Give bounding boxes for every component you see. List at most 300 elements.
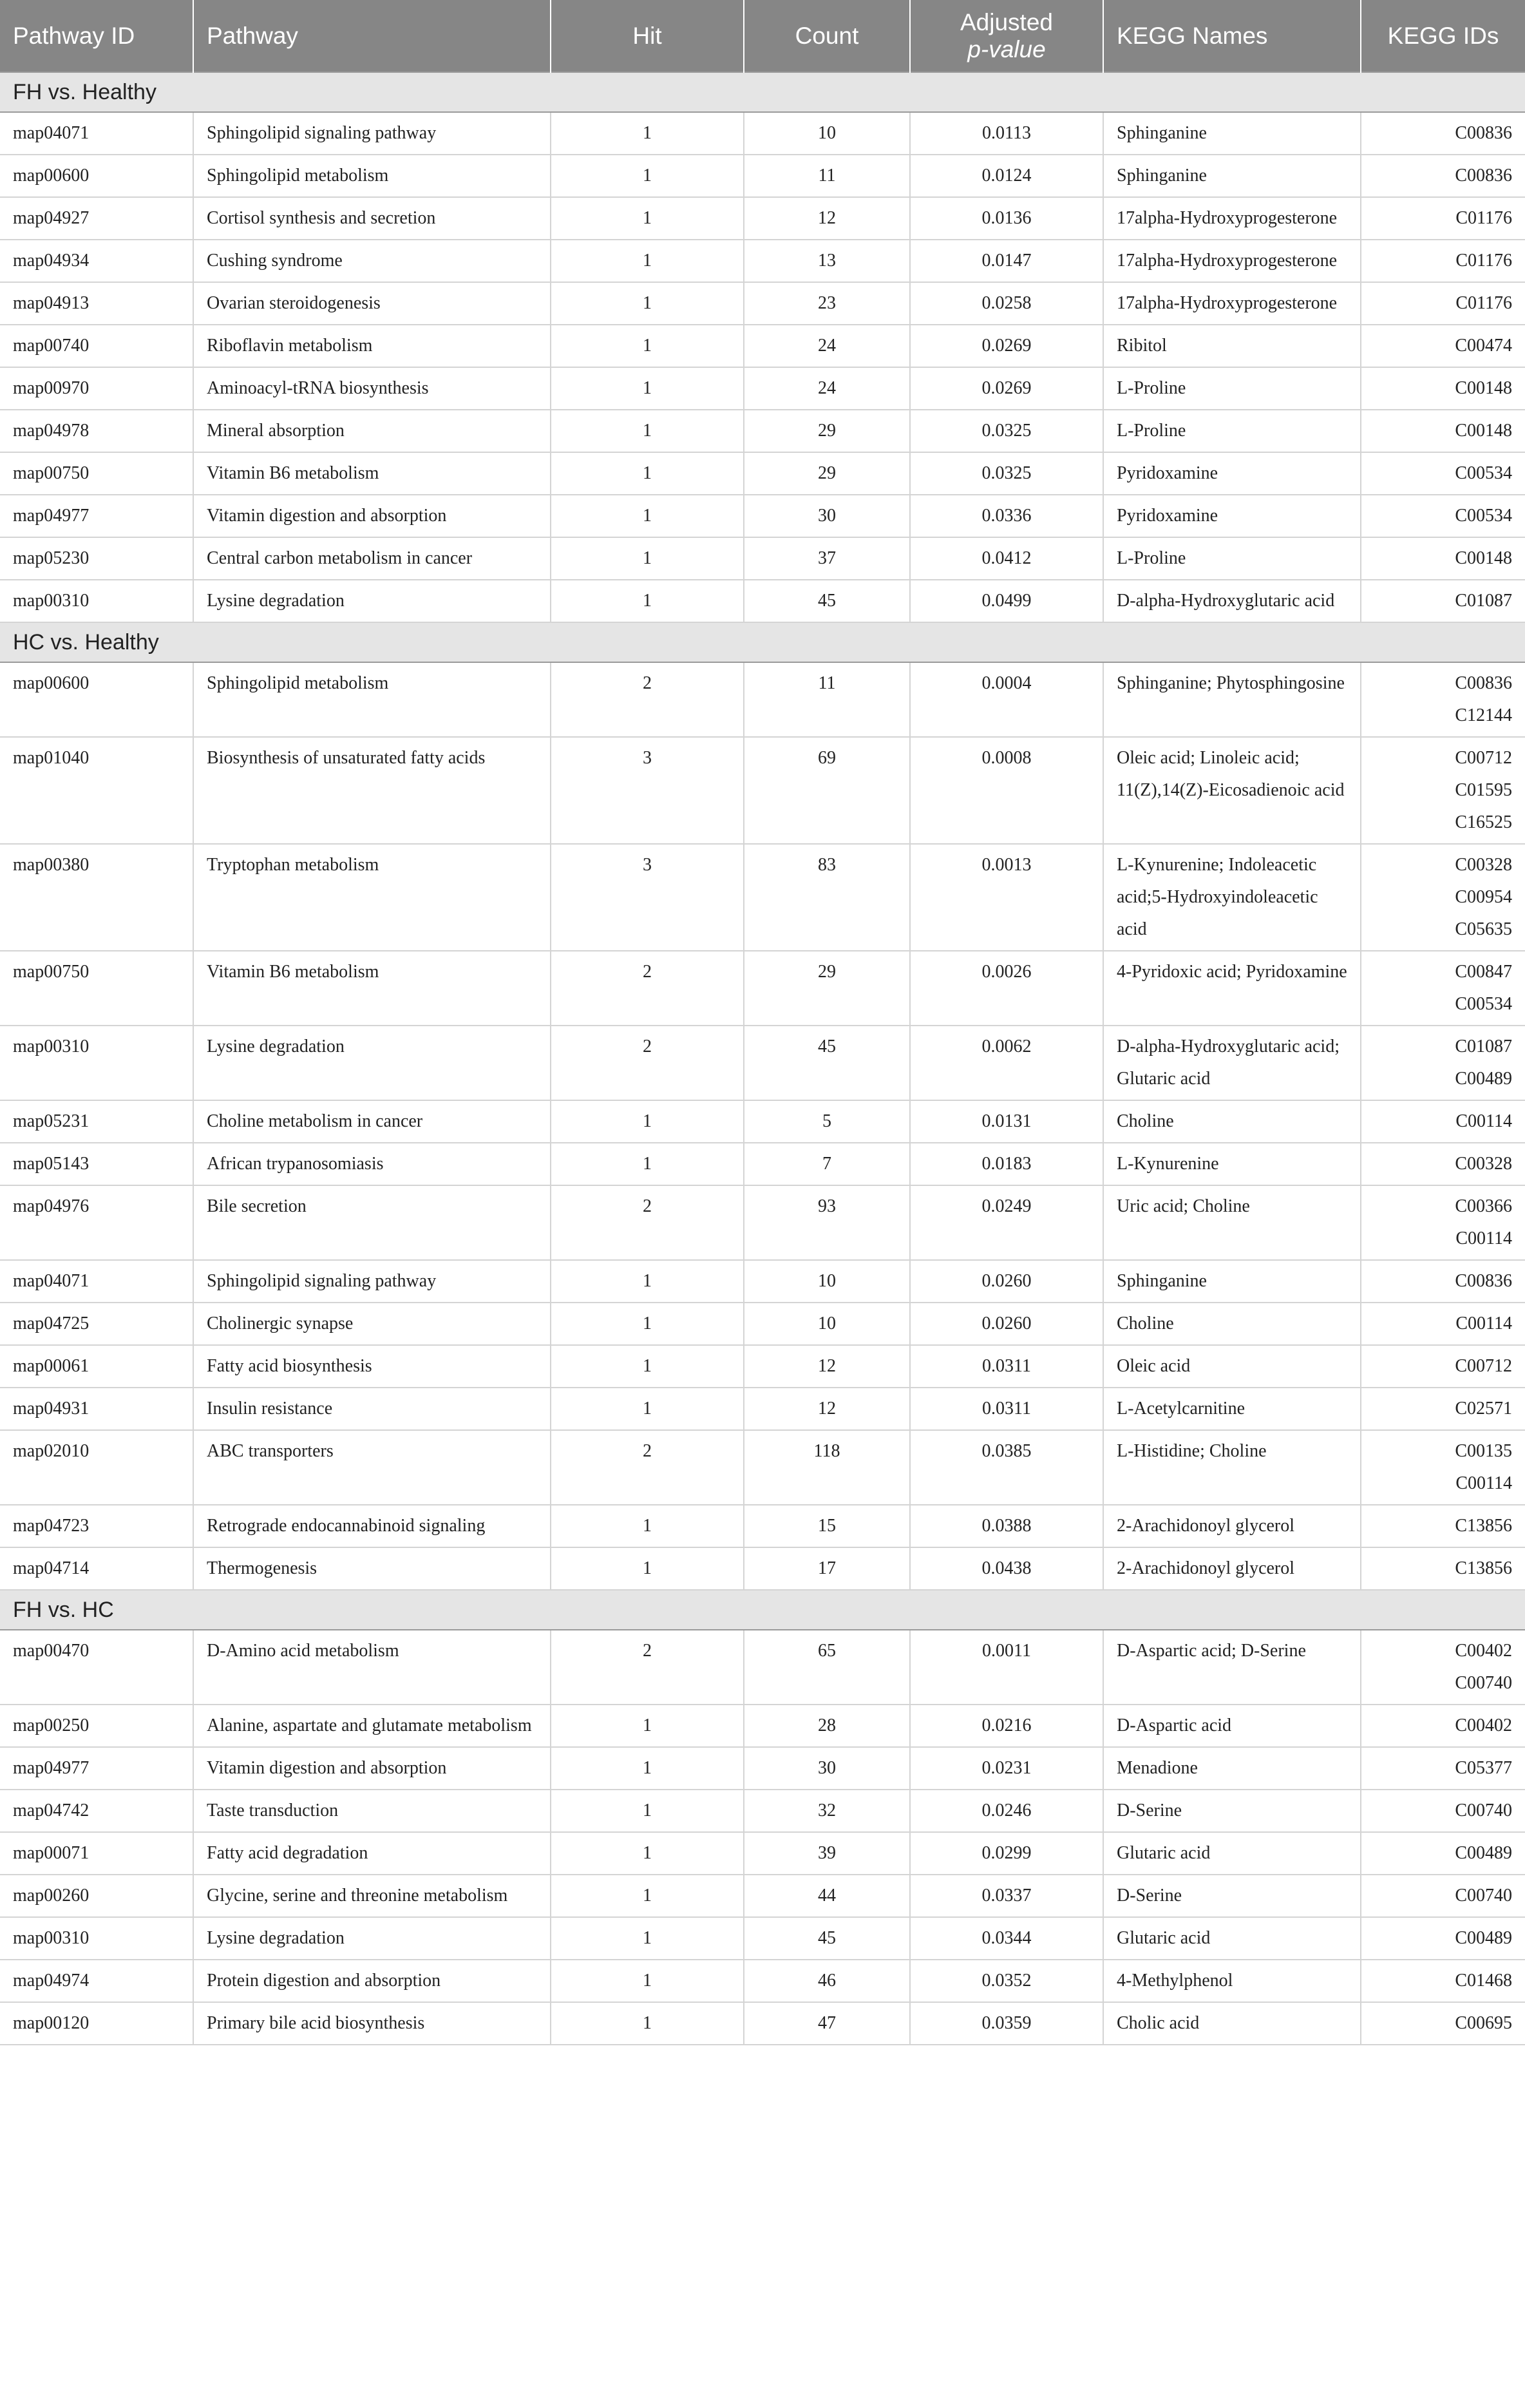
cell-count: 44 <box>744 1875 910 1917</box>
cell-hit: 1 <box>551 1832 744 1875</box>
cell-pathway: Alanine, aspartate and glutamate metabolism <box>193 1705 551 1747</box>
cell-hit: 2 <box>551 1430 744 1505</box>
cell-kegg-ids <box>1361 282 1525 325</box>
cell-pathway: Mineral absorption <box>193 410 551 452</box>
cell-adjusted-p-value: 0.0136 <box>910 197 1103 240</box>
cell-count: 5 <box>744 1100 910 1143</box>
table-row <box>0 1100 1525 1143</box>
kegg-id: C00489 <box>1455 1928 1512 1948</box>
table-row <box>0 410 1525 452</box>
table-row <box>0 1875 1525 1917</box>
cell-adjusted-p-value: 0.0311 <box>910 1388 1103 1430</box>
cell-kegg-names: Ribitol <box>1103 325 1361 367</box>
cell-pathway: Fatty acid biosynthesis <box>193 1345 551 1388</box>
kegg-id: C00712 <box>1455 748 1512 768</box>
cell-pathway: Vitamin B6 metabolism <box>193 452 551 495</box>
cell-pathway: Cholinergic synapse <box>193 1303 551 1345</box>
cell-kegg-ids <box>1361 325 1525 367</box>
cell-pathway: Bile secretion <box>193 1185 551 1260</box>
section-title: HC vs. Healthy <box>0 622 1525 662</box>
cell-hit: 2 <box>551 1026 744 1100</box>
cell-count: 11 <box>744 155 910 197</box>
cell-count: 17 <box>744 1547 910 1590</box>
kegg-id: C00712 <box>1455 1356 1512 1376</box>
cell-adjusted-p-value: 0.0008 <box>910 737 1103 844</box>
cell-pathway: Insulin resistance <box>193 1388 551 1430</box>
cell-kegg-ids <box>1361 1790 1525 1832</box>
section-row <box>0 1590 1525 1630</box>
table-row <box>0 155 1525 197</box>
table-row <box>0 580 1525 622</box>
cell-kegg-names: Oleic acid; Linoleic acid; 11(Z),14(Z)-Eicosadienoic acid <box>1103 737 1361 844</box>
cell-kegg-ids <box>1361 1260 1525 1303</box>
cell-kegg-names: Sphinganine <box>1103 112 1361 155</box>
cell-hit: 1 <box>551 1143 744 1185</box>
cell-pathway-id: map04742 <box>0 1790 193 1832</box>
cell-pathway: Central carbon metabolism in cancer <box>193 537 551 580</box>
kegg-id: C00534 <box>1455 994 1512 1014</box>
cell-pathway-id: map04913 <box>0 282 193 325</box>
cell-count: 24 <box>744 325 910 367</box>
kegg-id: C00836 <box>1455 166 1512 186</box>
table-row <box>0 1917 1525 1960</box>
kegg-id: C00328 <box>1455 855 1512 875</box>
cell-kegg-names: 2-Arachidonoyl glycerol <box>1103 1505 1361 1547</box>
cell-count: 118 <box>744 1430 910 1505</box>
table-row <box>0 112 1525 155</box>
cell-pathway: Protein digestion and absorption <box>193 1960 551 2002</box>
cell-hit: 2 <box>551 1630 744 1705</box>
cell-kegg-names: D-alpha-Hydroxyglutaric acid; Glutaric acid <box>1103 1026 1361 1100</box>
cell-kegg-names: Menadione <box>1103 1747 1361 1790</box>
kegg-id: C01176 <box>1455 208 1512 228</box>
cell-pathway-id: map00600 <box>0 155 193 197</box>
kegg-id: C00474 <box>1455 336 1512 356</box>
cell-kegg-ids <box>1361 367 1525 410</box>
cell-kegg-ids <box>1361 1875 1525 1917</box>
section-title: FH vs. HC <box>0 1590 1525 1630</box>
cell-pathway: Aminoacyl-tRNA biosynthesis <box>193 367 551 410</box>
table-row <box>0 1960 1525 2002</box>
cell-hit: 1 <box>551 1100 744 1143</box>
cell-pathway-id: map04714 <box>0 1547 193 1590</box>
cell-kegg-ids <box>1361 240 1525 282</box>
cell-pathway: Vitamin digestion and absorption <box>193 495 551 537</box>
kegg-id: C00148 <box>1455 421 1512 441</box>
kegg-id: C00740 <box>1455 1673 1512 1693</box>
cell-adjusted-p-value: 0.0269 <box>910 367 1103 410</box>
cell-pathway: Thermogenesis <box>193 1547 551 1590</box>
cell-pathway-id: map05231 <box>0 1100 193 1143</box>
kegg-id: C00114 <box>1455 1473 1512 1493</box>
table-body <box>0 72 1525 2045</box>
cell-adjusted-p-value: 0.0183 <box>910 1143 1103 1185</box>
cell-kegg-names: Sphinganine <box>1103 1260 1361 1303</box>
cell-kegg-ids <box>1361 1303 1525 1345</box>
table-row <box>0 662 1525 737</box>
cell-kegg-ids <box>1361 410 1525 452</box>
cell-hit: 2 <box>551 1185 744 1260</box>
section-row <box>0 72 1525 112</box>
cell-count: 24 <box>744 367 910 410</box>
cell-adjusted-p-value: 0.0438 <box>910 1547 1103 1590</box>
cell-adjusted-p-value: 0.0325 <box>910 410 1103 452</box>
kegg-id: C00489 <box>1455 1069 1512 1089</box>
cell-kegg-ids <box>1361 1917 1525 1960</box>
cell-pathway: African trypanosomiasis <box>193 1143 551 1185</box>
cell-pathway-id: map00310 <box>0 1917 193 1960</box>
cell-pathway-id: map04977 <box>0 495 193 537</box>
cell-pathway: D-Amino acid metabolism <box>193 1630 551 1705</box>
cell-hit: 1 <box>551 1345 744 1388</box>
table-row <box>0 282 1525 325</box>
cell-pathway-id: map00071 <box>0 1832 193 1875</box>
cell-kegg-ids <box>1361 1388 1525 1430</box>
cell-adjusted-p-value: 0.0336 <box>910 495 1103 537</box>
cell-count: 12 <box>744 1345 910 1388</box>
cell-adjusted-p-value: 0.0388 <box>910 1505 1103 1547</box>
cell-count: 10 <box>744 1303 910 1345</box>
cell-kegg-names: L-Histidine; Choline <box>1103 1430 1361 1505</box>
cell-kegg-names: L-Proline <box>1103 537 1361 580</box>
table-row <box>0 1705 1525 1747</box>
cell-adjusted-p-value: 0.0011 <box>910 1630 1103 1705</box>
cell-count: 10 <box>744 112 910 155</box>
table-row <box>0 1143 1525 1185</box>
cell-adjusted-p-value: 0.0299 <box>910 1832 1103 1875</box>
cell-hit: 1 <box>551 367 744 410</box>
kegg-id: C12144 <box>1455 705 1512 725</box>
cell-hit: 1 <box>551 1790 744 1832</box>
table-row <box>0 240 1525 282</box>
table-row <box>0 1388 1525 1430</box>
kegg-id: C02571 <box>1455 1399 1512 1419</box>
cell-pathway: Sphingolipid signaling pathway <box>193 1260 551 1303</box>
cell-adjusted-p-value: 0.0124 <box>910 155 1103 197</box>
header-kegg-names: KEGG Names <box>1103 0 1361 72</box>
cell-pathway-id: map04723 <box>0 1505 193 1547</box>
header-hit: Hit <box>551 0 744 72</box>
kegg-id: C01595 <box>1455 780 1512 800</box>
cell-kegg-ids <box>1361 197 1525 240</box>
kegg-id: C00148 <box>1455 378 1512 398</box>
table-row <box>0 452 1525 495</box>
cell-pathway-id: map04974 <box>0 1960 193 2002</box>
cell-pathway-id: map00120 <box>0 2002 193 2045</box>
cell-adjusted-p-value: 0.0246 <box>910 1790 1103 1832</box>
cell-adjusted-p-value: 0.0385 <box>910 1430 1103 1505</box>
cell-kegg-names: Glutaric acid <box>1103 1917 1361 1960</box>
cell-adjusted-p-value: 0.0062 <box>910 1026 1103 1100</box>
cell-count: 37 <box>744 537 910 580</box>
kegg-id: C13856 <box>1455 1516 1512 1536</box>
cell-kegg-names: D-Aspartic acid; D-Serine <box>1103 1630 1361 1705</box>
cell-count: 11 <box>744 662 910 737</box>
cell-adjusted-p-value: 0.0131 <box>910 1100 1103 1143</box>
kegg-id: C16525 <box>1455 812 1512 832</box>
cell-count: 83 <box>744 844 910 951</box>
header-count: Count <box>744 0 910 72</box>
cell-hit: 1 <box>551 2002 744 2045</box>
cell-pathway-id: map04927 <box>0 197 193 240</box>
cell-kegg-names: Uric acid; Choline <box>1103 1185 1361 1260</box>
cell-kegg-ids <box>1361 1747 1525 1790</box>
cell-kegg-ids <box>1361 662 1525 737</box>
cell-pathway: Fatty acid degradation <box>193 1832 551 1875</box>
cell-hit: 1 <box>551 580 744 622</box>
cell-pathway: Cortisol synthesis and secretion <box>193 197 551 240</box>
cell-adjusted-p-value: 0.0311 <box>910 1345 1103 1388</box>
cell-kegg-names: 4-Methylphenol <box>1103 1960 1361 2002</box>
cell-hit: 1 <box>551 1960 744 2002</box>
cell-hit: 1 <box>551 1303 744 1345</box>
cell-hit: 1 <box>551 112 744 155</box>
table-row <box>0 1026 1525 1100</box>
table-row <box>0 1630 1525 1705</box>
cell-adjusted-p-value: 0.0344 <box>910 1917 1103 1960</box>
kegg-id: C00836 <box>1455 123 1512 143</box>
cell-count: 65 <box>744 1630 910 1705</box>
cell-adjusted-p-value: 0.0352 <box>910 1960 1103 2002</box>
cell-kegg-names: Choline <box>1103 1100 1361 1143</box>
kegg-id: C00114 <box>1455 1111 1512 1131</box>
cell-hit: 1 <box>551 155 744 197</box>
cell-kegg-names: L-Proline <box>1103 367 1361 410</box>
cell-hit: 1 <box>551 282 744 325</box>
cell-pathway-id: map00470 <box>0 1630 193 1705</box>
table-row <box>0 1505 1525 1547</box>
table-row <box>0 1303 1525 1345</box>
cell-count: 10 <box>744 1260 910 1303</box>
cell-kegg-names: 17alpha-Hydroxyprogesterone <box>1103 240 1361 282</box>
header-adjusted-line2: p-value <box>967 35 1046 62</box>
cell-adjusted-p-value: 0.0249 <box>910 1185 1103 1260</box>
cell-pathway: Glycine, serine and threonine metabolism <box>193 1875 551 1917</box>
cell-kegg-names: Cholic acid <box>1103 2002 1361 2045</box>
cell-kegg-ids <box>1361 495 1525 537</box>
cell-pathway-id: map01040 <box>0 737 193 844</box>
cell-adjusted-p-value: 0.0026 <box>910 951 1103 1026</box>
cell-pathway-id: map04071 <box>0 1260 193 1303</box>
kegg-id: C01468 <box>1455 1971 1512 1991</box>
cell-kegg-names: L-Kynurenine <box>1103 1143 1361 1185</box>
cell-kegg-ids <box>1361 951 1525 1026</box>
cell-pathway: Choline metabolism in cancer <box>193 1100 551 1143</box>
kegg-id: C00402 <box>1455 1641 1512 1661</box>
cell-kegg-ids <box>1361 112 1525 155</box>
cell-count: 29 <box>744 951 910 1026</box>
cell-kegg-ids <box>1361 737 1525 844</box>
cell-pathway-id: map02010 <box>0 1430 193 1505</box>
cell-hit: 1 <box>551 1875 744 1917</box>
cell-kegg-ids <box>1361 844 1525 951</box>
cell-kegg-ids <box>1361 1185 1525 1260</box>
cell-kegg-names: 17alpha-Hydroxyprogesterone <box>1103 197 1361 240</box>
cell-adjusted-p-value: 0.0359 <box>910 2002 1103 2045</box>
cell-pathway: Vitamin B6 metabolism <box>193 951 551 1026</box>
cell-pathway-id: map04725 <box>0 1303 193 1345</box>
cell-kegg-ids <box>1361 452 1525 495</box>
cell-kegg-names: D-Aspartic acid <box>1103 1705 1361 1747</box>
cell-count: 93 <box>744 1185 910 1260</box>
cell-kegg-names: Pyridoxamine <box>1103 452 1361 495</box>
cell-kegg-names: D-Serine <box>1103 1790 1361 1832</box>
cell-hit: 1 <box>551 1705 744 1747</box>
cell-adjusted-p-value: 0.0147 <box>910 240 1103 282</box>
cell-kegg-ids <box>1361 1505 1525 1547</box>
cell-pathway: Sphingolipid metabolism <box>193 155 551 197</box>
cell-hit: 2 <box>551 662 744 737</box>
cell-count: 47 <box>744 2002 910 2045</box>
cell-adjusted-p-value: 0.0499 <box>910 580 1103 622</box>
cell-pathway-id: map05143 <box>0 1143 193 1185</box>
table-row <box>0 325 1525 367</box>
cell-kegg-ids <box>1361 1547 1525 1590</box>
cell-pathway-id: map00750 <box>0 452 193 495</box>
cell-kegg-names: L-Proline <box>1103 410 1361 452</box>
cell-count: 30 <box>744 495 910 537</box>
cell-hit: 1 <box>551 1917 744 1960</box>
section-title: FH vs. Healthy <box>0 72 1525 112</box>
cell-kegg-ids <box>1361 1705 1525 1747</box>
cell-hit: 3 <box>551 737 744 844</box>
cell-pathway-id: map00970 <box>0 367 193 410</box>
cell-pathway: Sphingolipid signaling pathway <box>193 112 551 155</box>
kegg-id: C00740 <box>1455 1801 1512 1820</box>
table-row <box>0 2002 1525 2045</box>
cell-count: 12 <box>744 197 910 240</box>
cell-adjusted-p-value: 0.0013 <box>910 844 1103 951</box>
cell-pathway: Cushing syndrome <box>193 240 551 282</box>
cell-adjusted-p-value: 0.0269 <box>910 325 1103 367</box>
cell-pathway-id: map00310 <box>0 580 193 622</box>
cell-kegg-names: Choline <box>1103 1303 1361 1345</box>
cell-pathway: Taste transduction <box>193 1790 551 1832</box>
cell-hit: 1 <box>551 325 744 367</box>
cell-hit: 1 <box>551 410 744 452</box>
cell-kegg-ids <box>1361 1143 1525 1185</box>
kegg-id: C00534 <box>1455 506 1512 526</box>
cell-pathway-id: map00310 <box>0 1026 193 1100</box>
cell-pathway-id: map04977 <box>0 1747 193 1790</box>
cell-hit: 1 <box>551 1747 744 1790</box>
table-row <box>0 1832 1525 1875</box>
cell-count: 45 <box>744 580 910 622</box>
cell-pathway: ABC transporters <box>193 1430 551 1505</box>
cell-count: 15 <box>744 1505 910 1547</box>
cell-count: 46 <box>744 1960 910 2002</box>
cell-adjusted-p-value: 0.0258 <box>910 282 1103 325</box>
cell-pathway: Lysine degradation <box>193 1026 551 1100</box>
table-header <box>0 0 1525 72</box>
cell-adjusted-p-value: 0.0337 <box>910 1875 1103 1917</box>
cell-pathway-id: map00260 <box>0 1875 193 1917</box>
cell-kegg-ids <box>1361 537 1525 580</box>
cell-adjusted-p-value: 0.0113 <box>910 112 1103 155</box>
cell-count: 12 <box>744 1388 910 1430</box>
cell-kegg-names: Sphinganine <box>1103 155 1361 197</box>
cell-kegg-names: 17alpha-Hydroxyprogesterone <box>1103 282 1361 325</box>
header-adjusted-line1: Adjusted <box>960 8 1053 35</box>
cell-kegg-ids <box>1361 155 1525 197</box>
cell-pathway-id: map04976 <box>0 1185 193 1260</box>
kegg-id: C00366 <box>1455 1196 1512 1216</box>
cell-adjusted-p-value: 0.0004 <box>910 662 1103 737</box>
cell-count: 45 <box>744 1026 910 1100</box>
cell-pathway-id: map00380 <box>0 844 193 951</box>
cell-count: 69 <box>744 737 910 844</box>
cell-pathway-id: map00061 <box>0 1345 193 1388</box>
cell-kegg-names: D-alpha-Hydroxyglutaric acid <box>1103 580 1361 622</box>
cell-hit: 3 <box>551 844 744 951</box>
kegg-id: C01087 <box>1455 591 1512 611</box>
cell-pathway: Primary bile acid biosynthesis <box>193 2002 551 2045</box>
kegg-id: C00534 <box>1455 463 1512 483</box>
cell-pathway: Lysine degradation <box>193 1917 551 1960</box>
kegg-id: C00695 <box>1455 2013 1512 2033</box>
cell-count: 29 <box>744 452 910 495</box>
cell-pathway: Lysine degradation <box>193 580 551 622</box>
table-row <box>0 1790 1525 1832</box>
cell-adjusted-p-value: 0.0260 <box>910 1303 1103 1345</box>
cell-pathway: Vitamin digestion and absorption <box>193 1747 551 1790</box>
cell-pathway-id: map05230 <box>0 537 193 580</box>
cell-adjusted-p-value: 0.0216 <box>910 1705 1103 1747</box>
cell-hit: 1 <box>551 197 744 240</box>
table-row <box>0 737 1525 844</box>
cell-kegg-ids <box>1361 580 1525 622</box>
cell-pathway: Biosynthesis of unsaturated fatty acids <box>193 737 551 844</box>
section-row <box>0 622 1525 662</box>
header-adjusted-p-value <box>910 0 1103 72</box>
cell-kegg-ids <box>1361 1100 1525 1143</box>
table-row <box>0 537 1525 580</box>
cell-count: 30 <box>744 1747 910 1790</box>
table-row <box>0 197 1525 240</box>
kegg-id: C01176 <box>1455 293 1512 313</box>
kegg-id: C13856 <box>1455 1558 1512 1578</box>
kegg-id: C00954 <box>1455 887 1512 907</box>
kegg-id: C00847 <box>1455 962 1512 982</box>
cell-kegg-names: Sphinganine; Phytosphingosine <box>1103 662 1361 737</box>
header-kegg-ids: KEGG IDs <box>1361 0 1525 72</box>
cell-pathway: Tryptophan metabolism <box>193 844 551 951</box>
cell-count: 39 <box>744 1832 910 1875</box>
cell-pathway: Ovarian steroidogenesis <box>193 282 551 325</box>
cell-pathway-id: map04978 <box>0 410 193 452</box>
cell-count: 7 <box>744 1143 910 1185</box>
cell-hit: 2 <box>551 951 744 1026</box>
cell-hit: 1 <box>551 452 744 495</box>
cell-count: 23 <box>744 282 910 325</box>
kegg-id: C00114 <box>1455 1228 1512 1248</box>
cell-hit: 1 <box>551 1505 744 1547</box>
table-row <box>0 1260 1525 1303</box>
kegg-id: C00740 <box>1455 1886 1512 1906</box>
cell-hit: 1 <box>551 495 744 537</box>
cell-pathway: Sphingolipid metabolism <box>193 662 551 737</box>
cell-hit: 1 <box>551 240 744 282</box>
cell-pathway: Retrograde endocannabinoid signaling <box>193 1505 551 1547</box>
cell-kegg-ids <box>1361 1026 1525 1100</box>
kegg-id: C00836 <box>1455 1271 1512 1291</box>
cell-kegg-ids <box>1361 1630 1525 1705</box>
cell-adjusted-p-value: 0.0231 <box>910 1747 1103 1790</box>
header-pathway: Pathway <box>193 0 551 72</box>
cell-pathway-id: map00740 <box>0 325 193 367</box>
table-row <box>0 1430 1525 1505</box>
cell-pathway: Riboflavin metabolism <box>193 325 551 367</box>
